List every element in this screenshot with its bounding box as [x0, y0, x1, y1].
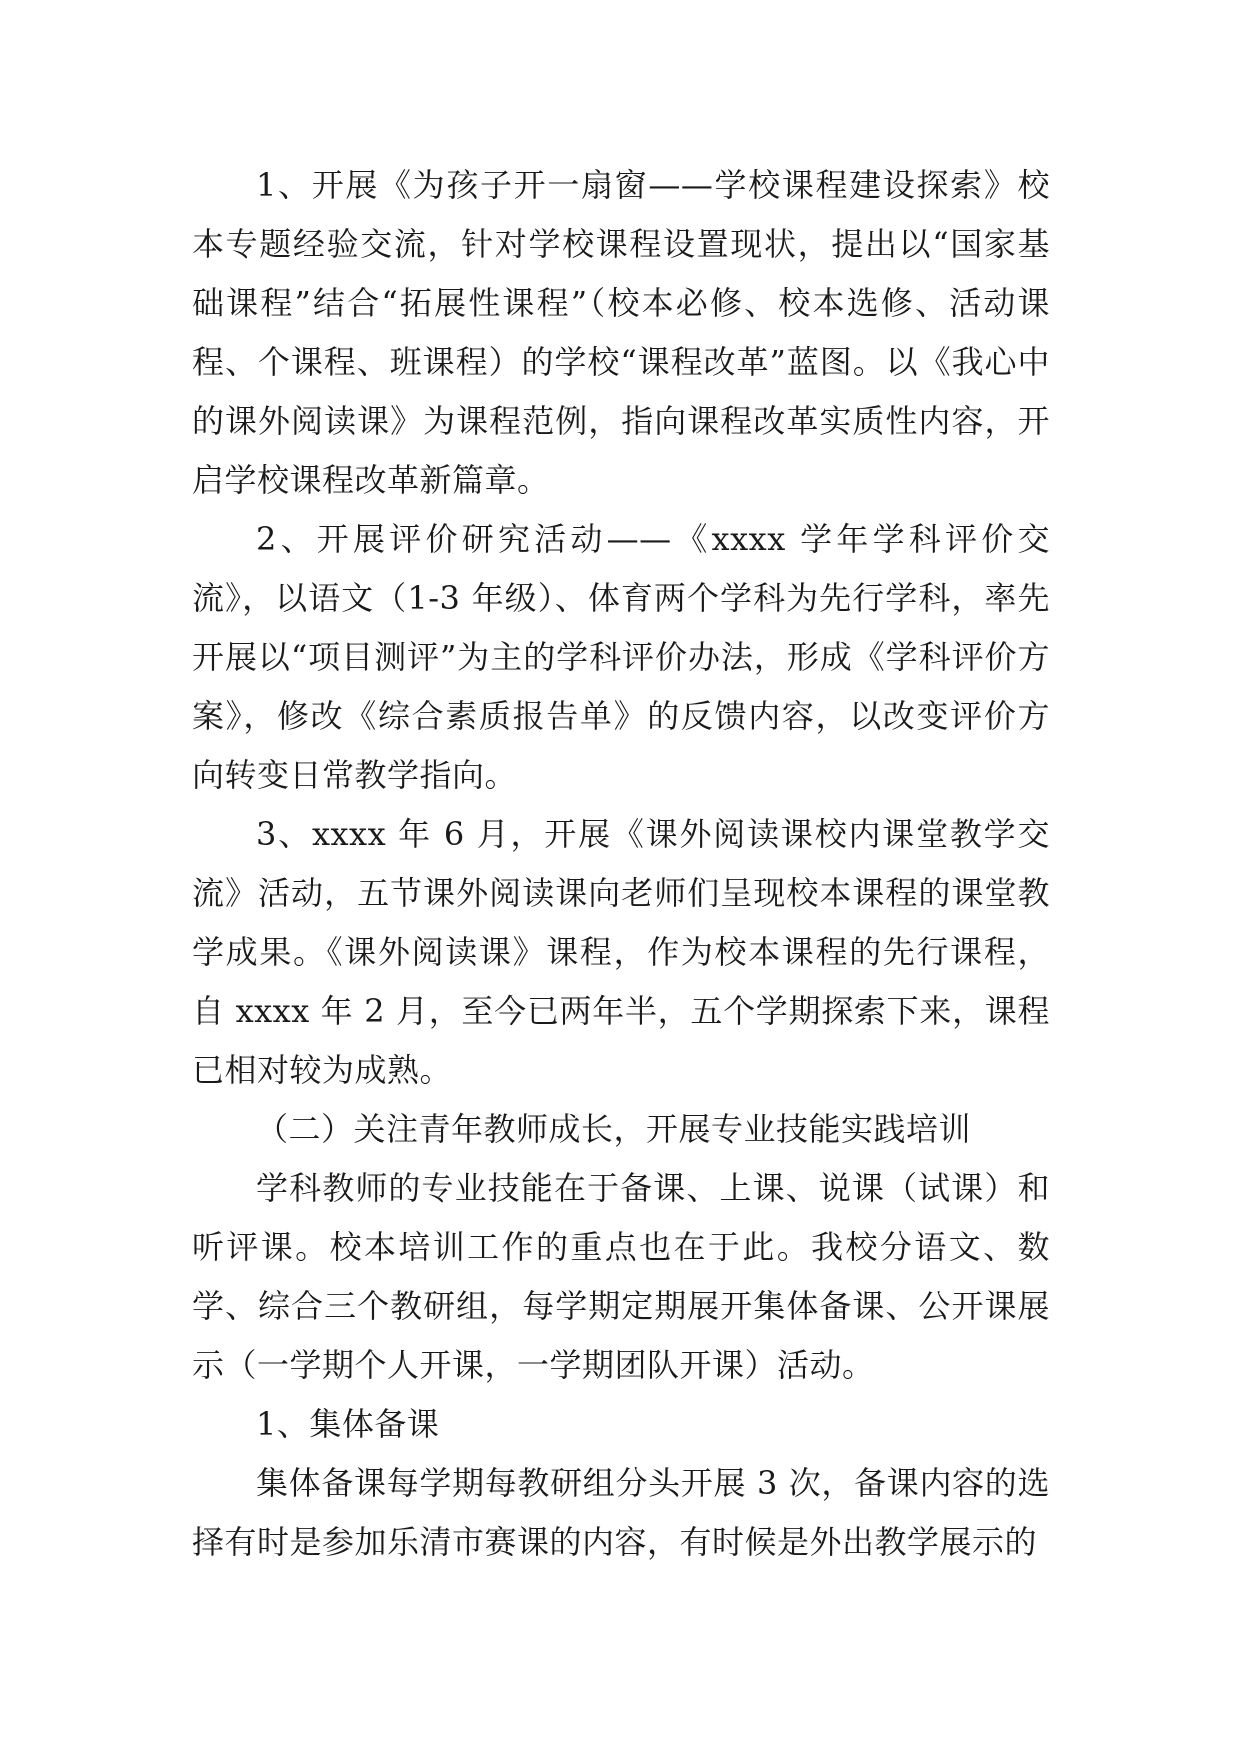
paragraph-professional-skills: 学科教师的专业技能在于备课、上课、说课（试课）和听评课。校本培训工作的重点也在于此。我校分语文、数学、综合三个教研组，每学期定期展开集体备课、公开课展示（一学期个人开课，一学期团队开课）活动。	[192, 1169, 1050, 1384]
subheading-collective-lesson-prep: 1、集体备课	[256, 1405, 440, 1443]
paragraph-evaluation-research: 2、开展评价研究活动——《xxxx 学年学科评价交流》，以语文（1-3 年级）、体育两个学科为先行学科，率先开展以“项目测评”为主的学科评价办法，形成《学科评价方案》，修改《综合素质报告单》的反馈内容，以改变评价方向转变日常教学指向。	[192, 520, 1050, 794]
paragraph-course-exchange: 1、开展《为孩子开一扇窗——学校课程建设探索》校本专题经验交流，针对学校课程设置现状，提出以“国家基础课程”结合“拓展性课程”（校本必修、校本选修、活动课程、个课程、班课程）的学校“课程改革”蓝图。以《我心中的课外阅读课》为课程范例，指向课程改革实质性内容，开启学校课程改革新篇章。	[192, 166, 1050, 499]
section-heading-teacher-growth: （二）关注青年教师成长，开展专业技能实践培训	[256, 1110, 972, 1148]
paragraph-collective-lesson-prep: 集体备课每学期每教研组分头开展 3 次，备课内容的选择有时是参加乐清市赛课的内容，有时候是外出教学展示的	[192, 1464, 1050, 1561]
paragraph-reading-class-exchange: 3、xxxx 年 6 月，开展《课外阅读课校内课堂教学交流》活动，五节课外阅读课向老师们呈现校本课程的课堂教学成果。《课外阅读课》课程，作为校本课程的先行课程，自 xxxx 年 2 月，至今已两年半，五个学期探索下来，课程已相对较为成熟。	[192, 815, 1050, 1089]
document-body	[192, 156, 1050, 1572]
